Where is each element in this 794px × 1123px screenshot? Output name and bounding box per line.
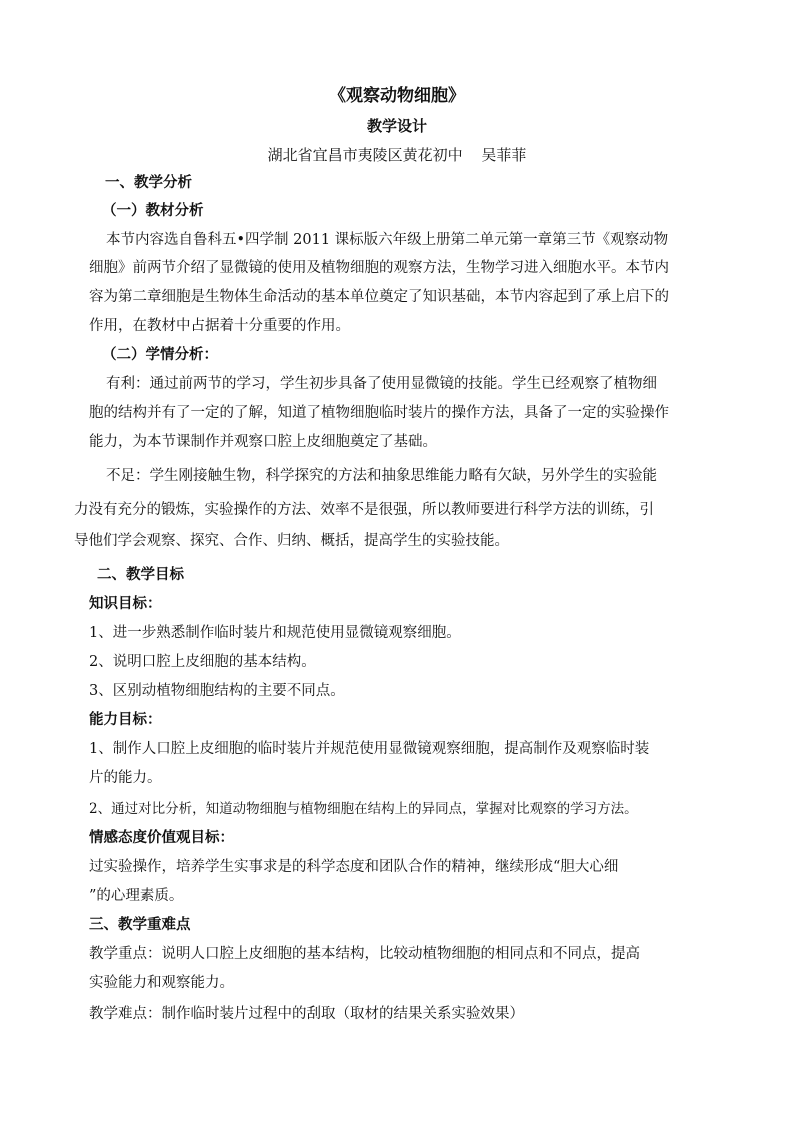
paragraph-line: 不足：学生刚接触生物，科学探究的方法和抽象思维能力略有欠缺，另外学生的实验能 [106,468,657,484]
paragraph-line: 细胞》前两节介绍了显微镜的使用及植物细胞的观察方法，生物学习进入细胞水平。本节内 [89,260,669,276]
section-3-heading: 三、教学重难点 [89,916,191,933]
doc-title: 《观察动物细胞》 [329,86,465,106]
difficulty-line: 教学难点：制作临时装片过程中的刮取（取材的结果关系实验效果） [89,1006,524,1022]
knowledge-goals-title: 知识目标： [89,595,162,612]
paragraph-line: 力没有充分的锻炼，实验操作的方法、效率不是很强，所以教师要进行科学方法的训练，引 [74,502,654,518]
section-1-sub-1: （一）教材分析 [102,202,204,219]
school-name: 湖北省宜昌市夷陵区黄花初中 [267,146,463,164]
emotion-goals-title: 情感态度价值观目标： [89,829,234,846]
section-2-heading: 二、教学目标 [97,566,184,583]
ability-goal-line: 片的能力。 [89,770,162,786]
knowledge-goal-item: 2、说明口腔上皮细胞的基本结构。 [89,654,316,670]
knowledge-goal-item: 3、区别动植物细胞结构的主要不同点。 [89,683,345,699]
ability-goal-line: 1、制作人口腔上皮细胞的临时装片并规范使用显微镜观察细胞，提高制作及观察临时装 [89,741,650,757]
paragraph-line: 作用，在教材中占据着十分重要的作用。 [89,318,350,334]
ability-goals-title: 能力目标： [89,711,162,728]
paragraph-line: 有利：通过前两节的学习，学生初步具备了使用显微镜的技能。学生已经观察了植物细 [106,376,657,392]
paragraph-line: 导他们学会观察、探究、合作、归纳、概括，提高学生的实验技能。 [74,533,509,549]
key-point-line: 实验能力和观察能力。 [89,975,234,991]
paragraph-line: 容为第二章细胞是生物体生命活动的基本单位奠定了知识基础，本节内容起到了承上启下的 [89,289,669,305]
knowledge-goal-item: 1、进一步熟悉制作临时装片和规范使用显微镜观察细胞。 [89,625,461,641]
emotion-goal-line: ”的心理素质。 [89,888,184,904]
emotion-goal-line: 过实验操作，培养学生实事求是的科学态度和团队合作的精神，继续形成“胆大心细 [89,859,619,875]
author-name: 吴菲菲 [481,146,527,164]
paragraph-line: 本节内容选自鲁科五•四学制 2011 课标版六年级上册第二单元第一章第三节《观察动物 [106,232,669,248]
doc-subtitle: 教学设计 [366,117,427,135]
paragraph-line: 胞的结构并有了一定的了解，知道了植物细胞临时装片的操作方法，具备了一定的实验操作 [89,405,669,421]
ability-goal-item: 2、通过对比分析，知道动物细胞与植物细胞在结构上的异同点，掌握对比观察的学习方法。 [89,801,638,817]
section-1-sub-2: （二）学情分析： [102,346,218,363]
key-point-line: 教学重点：说明人口腔上皮细胞的基本结构，比较动植物细胞的相同点和不同点，提高 [89,946,640,962]
section-1-heading: 一、教学分析 [105,174,192,191]
paragraph-line: 能力，为本节课制作并观察口腔上皮细胞奠定了基础。 [89,434,437,450]
author-line [0,145,794,165]
